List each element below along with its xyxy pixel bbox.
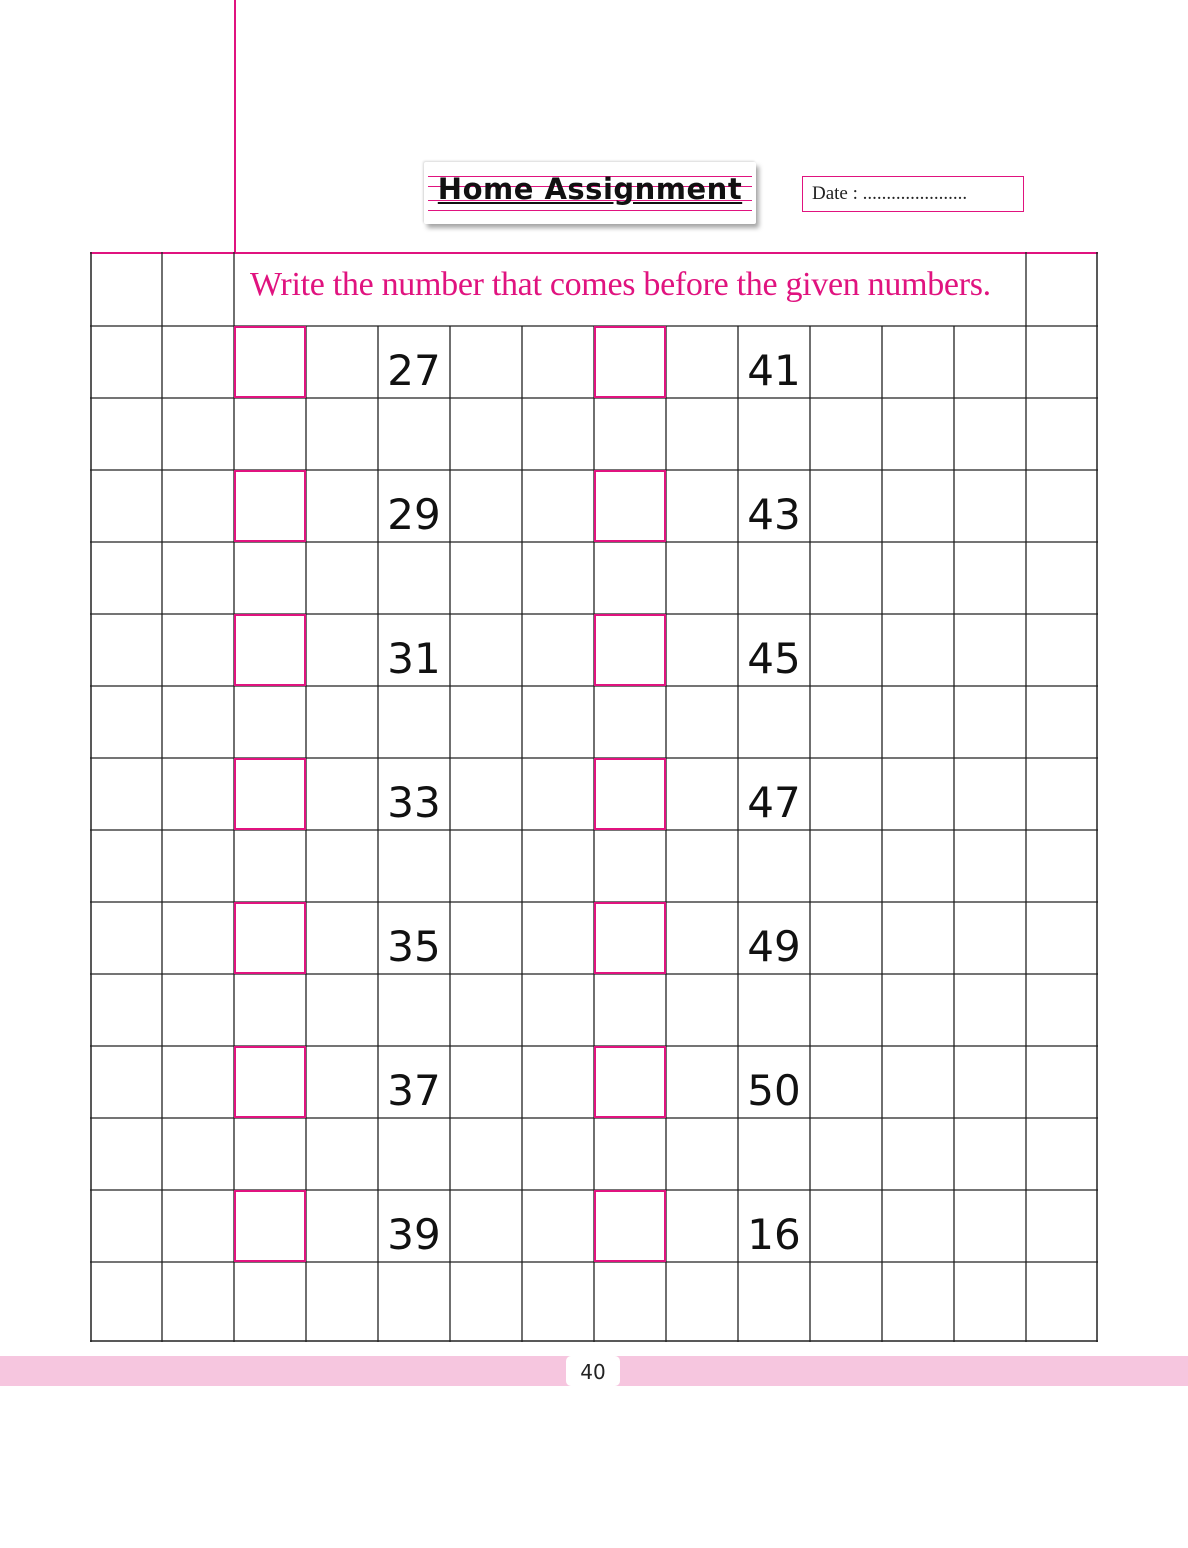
given-number-right: 41: [747, 346, 801, 395]
worksheet-grid: [90, 252, 1098, 1342]
given-number-right: 45: [747, 634, 801, 683]
answer-box-left[interactable]: [234, 470, 306, 542]
given-number-left: 37: [387, 1066, 441, 1115]
answer-box-left[interactable]: [234, 614, 306, 686]
page-number: 40: [566, 1356, 620, 1386]
answer-box-right[interactable]: [594, 902, 666, 974]
answer-box-right[interactable]: [594, 614, 666, 686]
title-banner: [424, 162, 756, 224]
answer-box-right[interactable]: [594, 326, 666, 398]
date-field[interactable]: Date : ......................: [802, 176, 1024, 212]
given-number-left: 31: [387, 634, 441, 683]
answer-box-right[interactable]: [594, 1046, 666, 1118]
page-title: Home Assignment: [437, 172, 743, 206]
answer-box-left[interactable]: [234, 1046, 306, 1118]
answer-box-right[interactable]: [594, 470, 666, 542]
margin-line: [234, 0, 236, 254]
given-number-left: 29: [387, 490, 441, 539]
answer-box-left[interactable]: [234, 902, 306, 974]
given-number-left: 27: [387, 346, 441, 395]
given-number-left: 39: [387, 1210, 441, 1259]
given-number-right: 16: [747, 1210, 801, 1259]
answer-box-left[interactable]: [234, 326, 306, 398]
instruction-text: Write the number that comes before the given numbers.: [250, 266, 991, 303]
given-number-right: 43: [747, 490, 801, 539]
answer-box-right[interactable]: [594, 758, 666, 830]
given-number-left: 33: [387, 778, 441, 827]
answer-box-right[interactable]: [594, 1190, 666, 1262]
given-number-left: 35: [387, 922, 441, 971]
answer-box-left[interactable]: [234, 758, 306, 830]
given-number-right: 49: [747, 922, 801, 971]
answer-box-left[interactable]: [234, 1190, 306, 1262]
given-number-right: 50: [747, 1066, 801, 1115]
given-number-right: 47: [747, 778, 801, 827]
